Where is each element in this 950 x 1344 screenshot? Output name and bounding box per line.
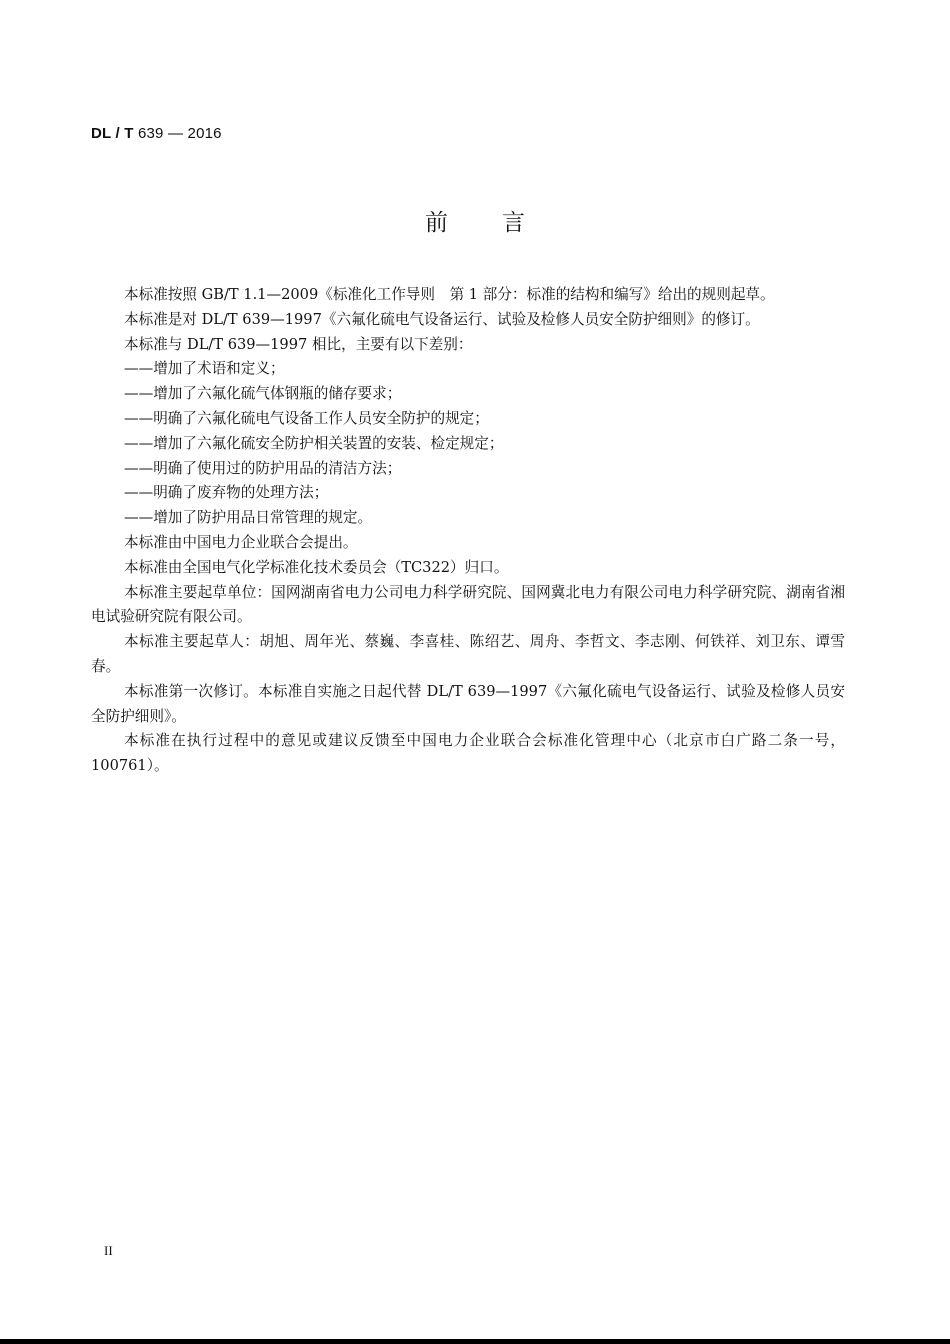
list-item-difference: ——明确了六氟化硫电气设备工作人员安全防护的规定； [124, 409, 489, 427]
paragraph-drafting-organizations: 本标准主要起草单位：国网湖南省电力公司电力科学研究院、国网冀北电力有限公司电力科学研究院、湖南省湘电试验研究院有限公司。 [91, 583, 845, 626]
paragraph-drafting-rule: 本标准按照 GB/T 1.1—2009《标准化工作导则 第 1 部分：标准的结构和编写》给出的规则起草。 [124, 286, 775, 303]
foreword-body [91, 283, 845, 779]
list-item-difference: ——明确了废弃物的处理方法； [124, 484, 329, 502]
standard-code-header [91, 125, 222, 142]
list-item-difference: ——增加了六氟化硫气体钢瓶的储存要求； [124, 385, 402, 403]
list-item-difference: ——增加了六氟化硫安全防护相关装置的安装、检定规定； [124, 434, 504, 452]
standard-code-prefix: DL / T [91, 125, 134, 142]
page-title: 前言 [425, 210, 579, 236]
paragraph-differences-intro: 本标准与 DL/T 639—1997 相比，主要有以下差别： [124, 335, 473, 353]
paragraph-drafters: 本标准主要起草人：胡旭、周年光、蔡巍、李喜桂、陈绍艺、周舟、李哲文、李志刚、何铁祥、刘卫东、谭雪春。 [91, 633, 845, 675]
list-item-difference: ——明确了使用过的防护用品的清洁方法； [124, 459, 402, 477]
page-number: II [104, 1243, 113, 1258]
list-item-difference: ——增加了术语和定义； [124, 360, 285, 378]
bottom-border [0, 1339, 950, 1344]
paragraph-administered-by: 本标准由全国电气化学标准化技术委员会（TC322）归口。 [124, 558, 509, 576]
paragraph-feedback: 本标准在执行过程中的意见或建议反馈至中国电力企业联合会标准化管理中心（北京市白广路二条一号，100761）。 [91, 732, 845, 775]
list-item-difference: ——增加了防护用品日常管理的规定。 [124, 509, 373, 527]
paragraph-replacement: 本标准第一次修订。本标准自实施之日起代替 DL/T 639—1997《六氟化硫电气设备运行、试验及检修人员安全防护细则》。 [91, 682, 845, 725]
paragraph-revision-of: 本标准是对 DL/T 639—1997《六氟化硫电气设备运行、试验及检修人员安全防护细则》的修订。 [124, 310, 760, 328]
standard-code-number: 639 — 2016 [133, 125, 222, 142]
paragraph-proposed-by: 本标准由中国电力企业联合会提出。 [124, 533, 358, 551]
